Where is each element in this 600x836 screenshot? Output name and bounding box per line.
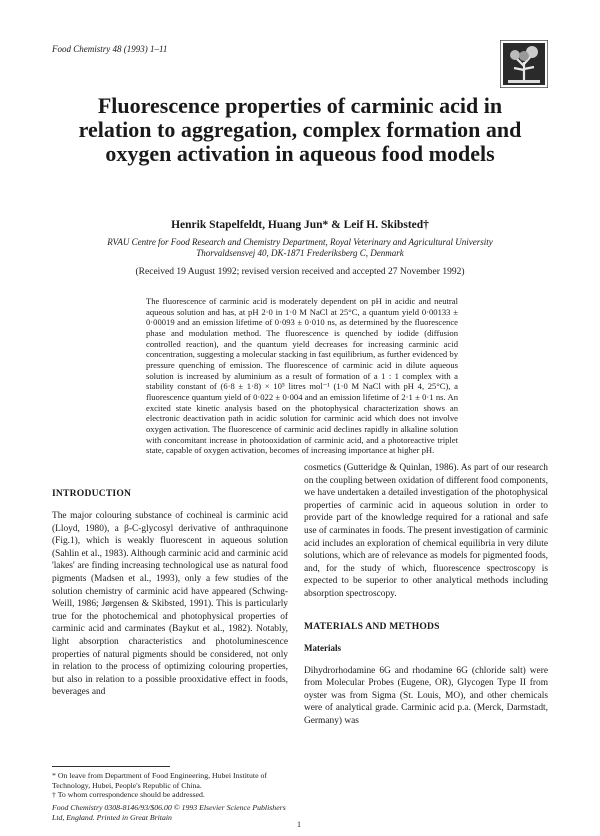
received-dates: (Received 19 August 1992; revised version received and accepted 27 November 1992) <box>135 267 465 277</box>
footnote-divider <box>52 766 170 767</box>
methods-heading: MATERIALS AND METHODS <box>304 620 440 632</box>
introduction-paragraph: The major colouring substance of cochineal is carminic acid (Lloyd, 1980), a β-C-glycosyl derivative of anthraquinone (Fig.1), which is weakly fluorescent in aqueous solution (Sahlin et al., 1983). Although carminic acid and carminic acid 'lakes' are finding increasing technological use as natural food pigments (Madsen et al., 1993), only a few studies of the solution chemistry of carminic acid have appeared (Schwing-Weill, 1986; Jørgensen & Skibsted, 1991). This is particularly true for the photochemical and photophysical properties of carminic acid and carminates (Baykut et al., 1982). Notably, light absorption characteristics and photoluminescence properties of natural pigments should be considered, not only in relation to the process of optimizing colouring properties, but also in relation to a possible prooxidative effect in foods, beverages and <box>52 511 288 698</box>
article-title: Fluorescence properties of carminic acid in relation to aggregation, complex formation and oxygen activation in aqueous food models <box>78 93 522 166</box>
right-column <box>304 462 548 728</box>
footnote-affiliation: * On leave from Department of Food Engineering, Hubei Institute of Technology, Hubei, People's Republic of China. <box>52 771 268 790</box>
elsevier-tree-logo-icon <box>500 40 548 88</box>
copyright-notice: Food Chemistry 0308-8146/93/$06.00 © 1993 Elsevier Science Publishers Ltd, England. Printed in Great Britain <box>52 803 286 822</box>
author-list: Henrik Stapelfeldt, Huang Jun* & Leif H. Skibsted† <box>171 219 429 231</box>
introduction-continued-paragraph: cosmetics (Gutteridge & Quinlan, 1986). As part of our research on the coupling between oxidation of different food components, we have undertaken a detailed investigation of the photophysical properties of carminic acid in aqueous solution in order to provide part of the knowledge required for a rational and safe use of carminates in foods. The present investigation of carminic acid includes an exploration of chemical equilibria in very dilute solutions, which are of relevance as models for pigmented foods, and, for the study of which, fluorescence spectroscopy is expected to be superior to other analytical methods including absorption spectroscopy. <box>304 463 548 599</box>
abstract: The fluorescence of carminic acid is moderately dependent on pH in acidic and neutral aqueous solution and has, at pH 2·0 in 1·0 M NaCl at 25°C, a quantum yield 0·00133 ± 0·00019 and an emission lifetime of 0·093 ± 0·010 ns, as determined by the fluorescence phase and modulation method. The fluorescence is quenched by iodide (diffusion controlled reaction), and the quantum yield decreases for increasing carminic acid concentration, suggesting a molecular stacking in fast equilibrium, as further evidenced by pressure quenching of emission. The fluorescence of carminic acid in dilute aqueous solution is increased by aluminium as a result of formation of a 1 : 1 complex with a stability constant of (6·8 ± 1·8) × 10⁵ litres mol⁻¹ (1·0 M NaCl with pH 4, 25°C), a fluorescence quantum yield of 0·022 ± 0·004 and an emission lifetime of 2·1 ± 0·1 ns. An excited state kinetic analysis based on the photophysical characterization shows an electronic deactivation path in acidic solution for carminic acid which does not involve oxygen activation. The fluorescence of carminic acid declines rapidly in alkaline solution with concomitant increase in photooxidation of carminic acid, and a photoreactive triplet state, capable of oxygen activation, becomes of increasing importance at higher pH. <box>146 296 458 456</box>
materials-subheading: Materials <box>304 642 341 653</box>
affiliation: RVAU Centre for Food Research and Chemistry Department, Royal Veterinary and Agricultural University Thorvaldsensvej 40, DK-1871 Frederiksberg C, Denmark <box>107 237 493 258</box>
materials-paragraph: Dihydrorhodamine 6G and rhodamine 6G (chloride salt) were from Molecular Probes (Eugene, OR), Glycogen Type II from oyster was from Sigma (St. Louis, MO), and other chemicals were of analytical grade. Carminic acid p.a. (Merck, Darmstadt, Germany) was <box>304 665 548 726</box>
footnotes <box>52 771 288 800</box>
left-column <box>52 488 288 699</box>
page-number: 1 <box>297 820 301 829</box>
footnote-correspondence: † To whom correspondence should be addressed. <box>52 790 205 800</box>
journal-citation: Food Chemistry 48 (1993) 1–11 <box>52 44 168 54</box>
introduction-heading: INTRODUCTION <box>52 488 132 499</box>
